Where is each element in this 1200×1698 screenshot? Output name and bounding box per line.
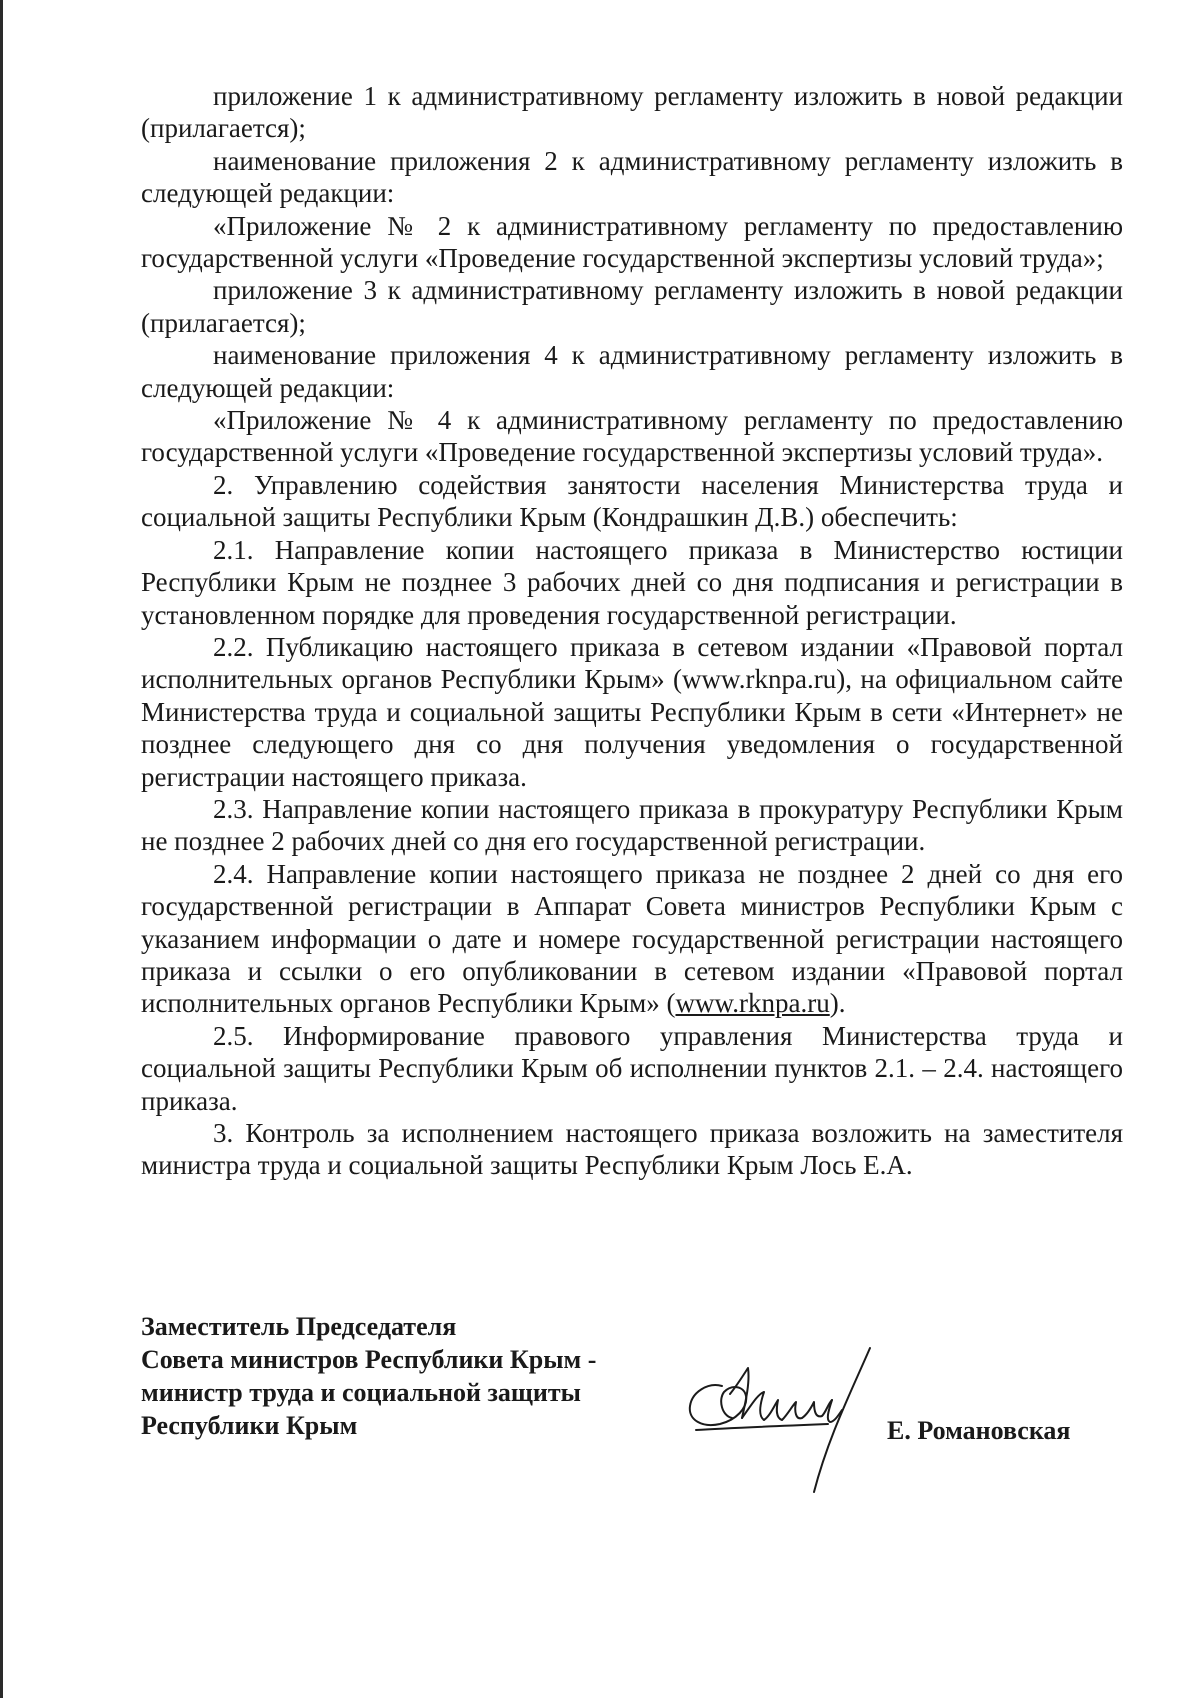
paragraph-appendix-2-text: «Приложение № 2 к административному регламенту по предоставлению государственной услуги «Проведение государственной экспертизы условий труда»; [141,210,1123,274]
paragraph-item-3: 3. Контроль за исполнением настоящего приказа возложить на заместителя министра труда и социальной защиты Республики Крым Лось Е.А. [141,1118,1123,1181]
handwritten-signature [678,1334,900,1496]
signatory-title [141,1310,596,1442]
signatory-name: Е. Романовская [887,1416,1071,1445]
signatory-title-line: министр труда и социальной защиты [141,1378,581,1407]
paragraph-appendix-3: приложение 3 к административному регламенту изложить в новой редакции (прилагается); [141,275,1123,338]
paragraph-item-2-3: 2.3. Направление копии настоящего приказа в прокуратуру Республики Крым не позднее 2 рабочих дней со дня его государственной регистрации. [141,793,1123,857]
signatory-title-line: Заместитель Председателя [141,1312,457,1341]
paragraph-appendix-1: приложение 1 к административному регламенту изложить в новой редакции (прилагается); [141,81,1123,144]
paragraph-item-2-4-end: ). [829,988,846,1019]
signatory-title-line: Республики Крым [141,1411,358,1440]
paragraph-appendix-2-title: наименование приложения 2 к административному регламенту изложить в следующей редакции: [141,145,1123,209]
paragraph-item-2-4-text: 2.4. Направление копии настоящего приказа не позднее 2 дней со дня его государственной регистрации в Аппарат Совета министров Республики Крым с указанием информации о дате и номере государственной регистрации настоящего приказа и ссылки о его опубликовании в сетевом издании «Правовой портал исполнительных органов Республики Крым» ( [141,858,1123,1019]
paragraph-item-2-1: 2.1. Направление копии настоящего приказа в Министерство юстиции Республики Крым не позднее 3 рабочих дней со дня подписания и регистрации в установленном порядке для проведения государственной регистрации. [141,534,1123,630]
paragraph-appendix-4-title: наименование приложения 4 к административному регламенту изложить в следующей редакции: [141,340,1123,403]
paragraph-item-2-2: 2.2. Публикацию настоящего приказа в сетевом издании «Правовой портал исполнительных органов Республики Крым» (www.rknpa.ru), на официальном сайте Министерства труда и социальной защиты Республики Крым в сети «Интернет» не позднее следующего дня со дня получения уведомления о государственной регистрации настоящего приказа. [141,631,1123,792]
scan-edge [0,0,3,1698]
paragraph-item-2-5: 2.5. Информирование правового управления Министерства труда и социальной защиты Республики Крым об исполнении пунктов 2.1. – 2.4. настоящего приказа. [141,1020,1123,1116]
paragraph-appendix-4-text: «Приложение № 4 к административному регламенту по предоставлению государственной услуги «Проведение государственной экспертизы условий труда». [141,405,1123,468]
paragraph-item-2-4 [141,858,1123,1020]
document-body [141,80,1123,1182]
paragraph-item-2: 2. Управлению содействия занятости населения Министерства труда и социальной защиты Республики Крым (Кондрашкин Д.В.) обеспечить: [141,469,1123,533]
signatory-title-line: Совета министров Республики Крым - [141,1345,597,1374]
portal-link[interactable]: www.rknpa.ru [675,988,830,1019]
